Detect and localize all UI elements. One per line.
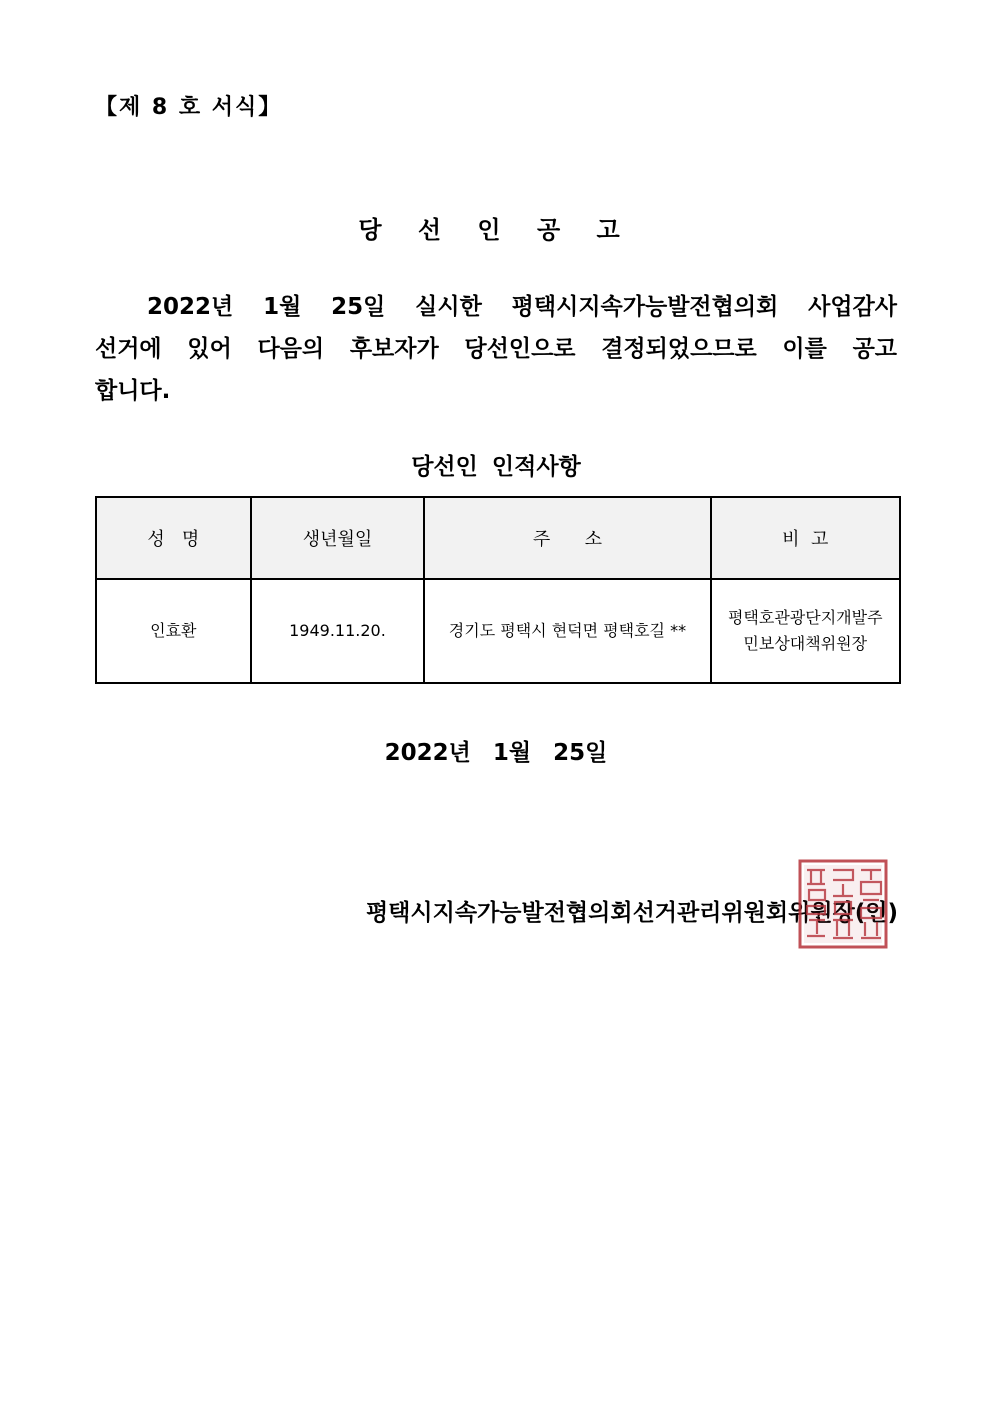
header-remarks: 비 고 xyxy=(711,497,900,579)
notice-line-3: 합니다. xyxy=(95,378,171,404)
header-birthdate: 생년월일 xyxy=(251,497,425,579)
official-seal xyxy=(797,858,889,950)
notice-line-2: 선거에 있어 다음의 후보자가 당선인으로 결정되었으므로 이를 공고 xyxy=(95,336,897,362)
cell-address: 경기도 평택시 현덕면 평택호길 ** xyxy=(424,579,710,683)
cell-name: 인효환 xyxy=(96,579,251,683)
table-row xyxy=(96,579,900,683)
notice-body xyxy=(95,286,897,412)
header-name: 성 명 xyxy=(96,497,251,579)
header-address: 주 소 xyxy=(424,497,710,579)
winner-info-table xyxy=(95,496,901,684)
cell-remarks: 평택호관광단지개발주민보상대책위원장 xyxy=(711,579,900,683)
page-title: 당 선 인 공 고 xyxy=(358,216,634,244)
signer-title: 평택시지속가능발전협의회선거관리위원회위원장(인) xyxy=(365,900,898,926)
table-title: 당선인 인적사항 xyxy=(411,454,581,480)
notice-date: 2022년 1월 25일 xyxy=(384,740,608,766)
cell-birthdate: 1949.11.20. xyxy=(251,579,425,683)
form-label: 【제 8 호 서식】 xyxy=(95,95,283,120)
table-header-row xyxy=(96,497,900,579)
notice-line-1: 2022년 1월 25일 실시한 평택시지속가능발전협의회 사업감사 xyxy=(147,294,897,320)
